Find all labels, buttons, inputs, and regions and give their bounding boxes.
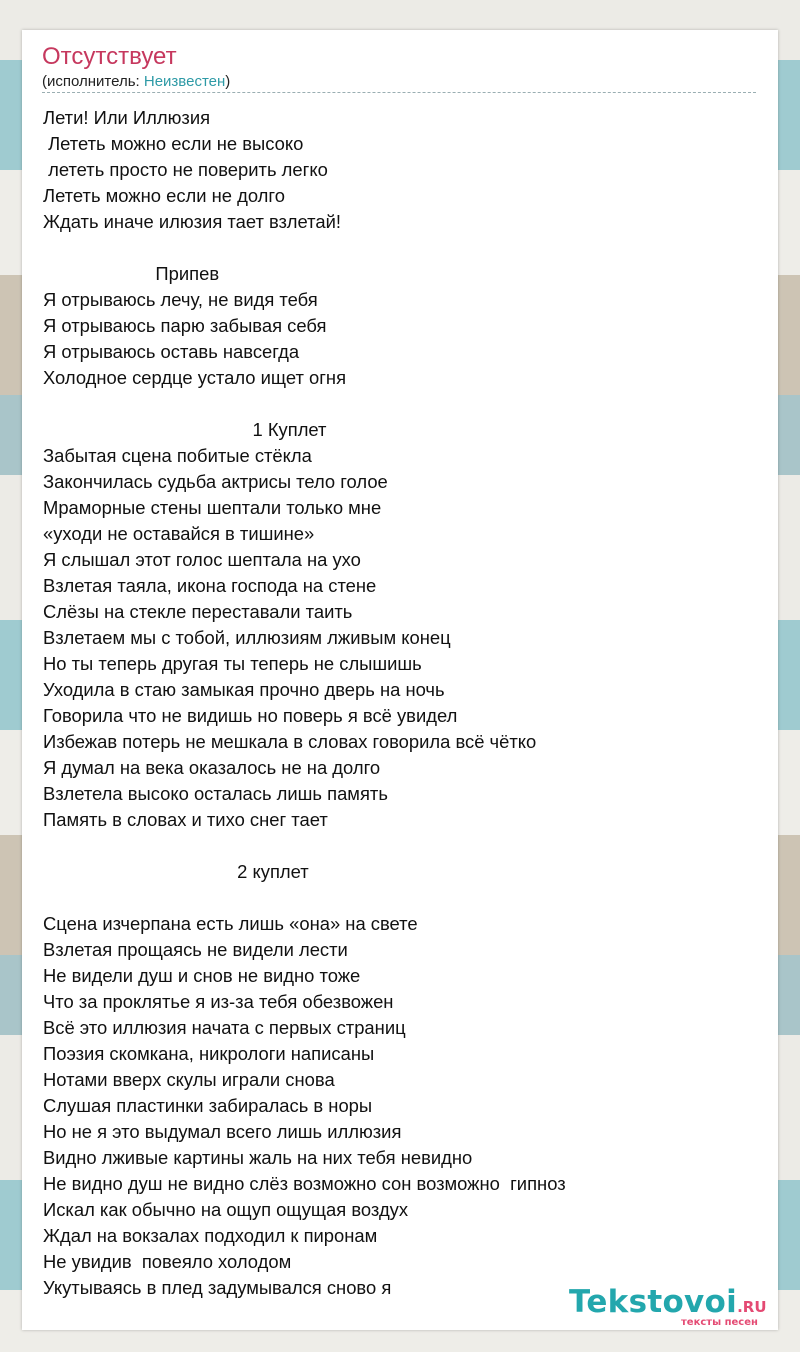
logo-brand: Tekstovoi (569, 1284, 738, 1320)
artist-suffix: ) (225, 73, 231, 90)
artist-line (42, 73, 230, 91)
lyrics-text: Лети! Или Иллюзия Лететь можно если не высоко лететь просто не поверить легко Лететь можно если не долго Ждать иначе илюзия тает взлетай! Припев Я отрываюсь лечу, не видя тебя Я отрываюсь парю забывая себя Я отрываюсь оставь навсегда Холодное сердце устало ищет огня 1 Куплет Забытая сцена побитые стёкла Закончилась судьба актрисы тело голое Мраморные стены шептали только мне «уходи не оставайся в тишине» Я слышал этот голос шептала на ухо Взлетая таяла, икона господа на стене Слёзы на стекле переставали таить Взлетаем мы с тобой, иллюзиям лживым конец Но ты теперь другая ты теперь не слышишь Уходила в стаю замыкая прочно дверь на ночь Говорила что не видишь но поверь я всё увидел Избежав потерь не мешкала в словах говорила всё чётко Я думал на века оказалось не на долго Взлетела высоко осталась лишь память Память в словах и тихо снег тает 2 куплет Сцена изчерпана есть лишь «она» на свете Взлетая прощаясь не видели лести Не видели душ и снов не видно тоже Что за проклятье я из-за тебя обезвожен Всё это иллюзия начата с первых страниц Поэзия скомкана, никрологи написаны Нотами вверх скулы играли снова Слушая пластинки забиралась в норы Но не я это выдумал всего лишь иллюзия Видно лживые картины жаль на них тебя невидно Не видно душ не видно слёз возможно сон возможно гипноз Искал как обычно на ощуп ощущая воздух Ждал на вокзалах подходил к пиронам Не увидив повеяло холодом Укутываясь в плед задумывался сново я (43, 107, 566, 1298)
lyrics-sheet (22, 30, 778, 1330)
site-logo[interactable] (569, 1284, 778, 1330)
logo-tld: .RU (737, 1298, 767, 1316)
logo-tagline: тексты песен (681, 1317, 758, 1328)
artist-link[interactable]: Неизвестен (143, 73, 226, 90)
title-divider (42, 92, 756, 93)
artist-prefix: (исполнитель: (42, 73, 144, 90)
song-title: Отсутствует (42, 43, 177, 70)
